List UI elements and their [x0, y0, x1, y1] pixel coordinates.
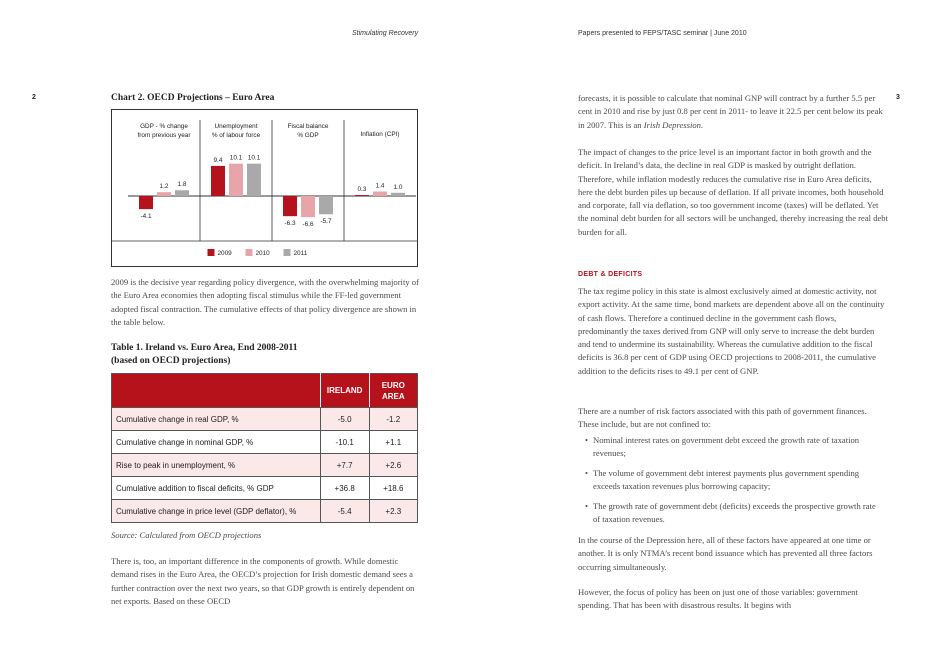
- bar-2011: [319, 196, 333, 214]
- row-euro-value: +2.6: [369, 454, 417, 477]
- legend-label: 2011: [293, 250, 308, 257]
- list-item: [585, 434, 885, 461]
- legend-swatch-2009: [208, 249, 215, 256]
- bar-value-label: 10.1: [229, 154, 243, 162]
- bar-2009: [355, 195, 369, 196]
- bar-value-label: -5.7: [320, 218, 332, 226]
- row-label: Rise to peak in unemployment, %: [112, 454, 321, 477]
- bar-2010: [229, 164, 243, 196]
- table-header-blank: [112, 374, 321, 408]
- paragraph-price-level: The impact of changes to the price level is an important factor in both growth and the deficit. In Ireland’s data, the decline in real GDP is masked by outright deflation. Therefore, while inflation modestly reduces the cumulative rise in Euro Area deficits, here the debt burden piles up because of deflation. If all private incomes, both household and corporate, fall via deflation, so too government income (taxes) will be deflated. Yet the nominal debt burden for all sectors will be unchanged, thereby increasing the real debt burden for all.: [578, 147, 888, 237]
- bar-value-label: 1.8: [177, 181, 187, 189]
- bar-2009: [139, 196, 153, 209]
- bullet-text: The growth rate of government debt (deficits) exceeds the prospective growth rate of taxation revenues.: [593, 501, 876, 525]
- row-label: Cumulative change in real GDP, %: [112, 408, 321, 431]
- category-label: Inflation (CPI): [360, 131, 400, 138]
- list-item: [585, 500, 885, 527]
- paragraph-risk-factors: There are a number of risk factors associated with this path of government finances. These include, but are not confined to:: [578, 406, 867, 430]
- bar-2011: [175, 190, 189, 196]
- table-header-area: AREA: [381, 391, 405, 401]
- paragraph-gnp-forecast-text: forecasts, it is possible to calculate that nominal GNP will contract by a further 5.5 per cent in 2010 and rise by just 0.8 per cent in 2011- to leave it 22.5 per cent below its peak in 2007. This is an: [578, 93, 883, 130]
- bar-value-label: 1.2: [159, 183, 169, 191]
- table-header-ireland: IRELAND: [320, 374, 369, 408]
- row-ireland-value: +7.7: [320, 454, 369, 477]
- bullet-text: The volume of government debt interest payments plus government spending exceeds taxation revenues plus borrowing capacity;: [593, 468, 860, 492]
- bar-value-label: 9.4: [213, 156, 223, 164]
- row-euro-value: +2.3: [369, 500, 417, 523]
- row-ireland-value: -5.0: [320, 408, 369, 431]
- bar-2011: [247, 164, 261, 196]
- bar-2011: [391, 193, 405, 196]
- bar-2010: [157, 192, 171, 196]
- irish-depression-emphasis: Irish Depression.: [643, 119, 704, 130]
- paragraph-tax-regime: The tax regime policy in this state is almost exclusively aimed at domestic activity, not export activity. At the same time, bond markets are dependent above all on the continuity of cash flows. Therefore a continued decline in the government cash flows, predominantly the taxes derived from GNP will only serve to increase the debt burden and tend to undermine its sustainability. Whereas the cumulative addition to the fiscal deficits is 36.8 per cent of GDP using OECD projections to 2008-2011, the cumulative addition to the deficits rises to 49.1 per cent of GNP.: [578, 286, 885, 376]
- chart-frame: [111, 109, 418, 267]
- legend-swatch-2011: [284, 249, 291, 256]
- running-header-right: Papers presented to FEPS/TASC seminar | June 2010: [578, 30, 747, 37]
- table-row: [112, 454, 418, 477]
- page-number-right: 3: [896, 94, 900, 101]
- table-header-euro-area: [369, 374, 417, 408]
- bar-value-label: -6.6: [302, 221, 314, 229]
- table-source-note: Source: Calculated from OECD projections: [111, 530, 262, 540]
- legend-label: 2010: [255, 250, 270, 257]
- table-subtitle: (based on OECD projections): [111, 356, 231, 366]
- bar-chart: [112, 110, 417, 266]
- table-header-euro: EURO: [381, 380, 405, 390]
- bar-2009: [283, 196, 297, 216]
- row-ireland-value: +36.8: [320, 477, 369, 500]
- bar-2010: [373, 192, 387, 196]
- bar-value-label: 0.3: [357, 186, 367, 194]
- running-header-left: Stimulating Recovery: [352, 30, 419, 37]
- row-euro-value: +1.1: [369, 431, 417, 454]
- bar-value-label: -4.1: [140, 213, 152, 221]
- row-ireland-value: -10.1: [320, 431, 369, 454]
- category-label: Fiscal balance: [287, 123, 329, 130]
- chart-title: Chart 2. OECD Projections – Euro Area: [111, 93, 275, 103]
- list-item: [585, 467, 885, 494]
- bar-value-label: 10.1: [247, 154, 261, 162]
- table-title: Table 1. Ireland vs. Euro Area, End 2008-2011: [111, 343, 298, 353]
- category-label: % GDP: [297, 132, 319, 139]
- legend-label: 2009: [217, 250, 232, 257]
- paragraph-gnp-forecast: [578, 92, 888, 132]
- table-row: [112, 477, 418, 500]
- bar-value-label: -6.3: [284, 220, 296, 228]
- table-row: [112, 431, 418, 454]
- bullet-text: Nominal interest rates on government debt exceed the growth rate of taxation revenues;: [593, 435, 860, 459]
- page-number-left: 2: [32, 94, 36, 101]
- comparison-table: [111, 373, 418, 523]
- table-header-row: [112, 374, 418, 408]
- bar-value-label: 1.0: [393, 183, 403, 191]
- category-label: from previous year: [137, 132, 191, 139]
- bullet-glyph: •: [585, 468, 589, 478]
- table-row: [112, 500, 418, 523]
- bullet-glyph: •: [585, 501, 589, 511]
- paragraph-depression-factors: In the course of the Depression here, all of these factors have appeared at one time or another. It is only NTMA’s recent bond issuance which has prevented all three factors occurring simultaneously.: [578, 535, 873, 572]
- row-ireland-value: -5.4: [320, 500, 369, 523]
- bullet-glyph: •: [585, 435, 589, 445]
- row-label: Cumulative change in nominal GDP, %: [112, 431, 321, 454]
- section-heading-debt-deficits: DEBT & DEFICITS: [578, 271, 643, 278]
- category-label: % of labour force: [211, 132, 261, 139]
- bar-2009: [211, 166, 225, 196]
- row-label: Cumulative change in price level (GDP deflator), %: [112, 500, 321, 523]
- bar-2010: [301, 196, 315, 217]
- bar-value-label: 1.4: [375, 182, 385, 190]
- paragraph-policy-divergence: 2009 is the decisive year regarding policy divergence, with the overwhelming majority of the Euro Area economies then adopting fiscal stimulus while the FF-led government adopted fiscal contraction. The cumulative effects of that policy divergence are shown in the table below.: [111, 277, 419, 327]
- category-label: GDP - % change: [140, 123, 188, 130]
- legend-swatch-2010: [246, 249, 253, 256]
- table-row: [112, 408, 418, 431]
- row-label: Cumulative addition to fiscal deficits, % GDP: [112, 477, 321, 500]
- row-euro-value: +18.6: [369, 477, 417, 500]
- row-euro-value: -1.2: [369, 408, 417, 431]
- paragraph-policy-focus: However, the focus of policy has been on just one of those variables: government spending. That has been with disastrous results. It begins with: [578, 587, 858, 611]
- category-label: Unemployment: [214, 123, 258, 130]
- paragraph-growth-components: There is, too, an important difference in the components of growth. While domestic demand rises in the Euro Area, the OECD’s projection for Irish domestic demand sees a further contraction over the next two years, so that GDP growth is entirely dependent on net exports. Based on these OECD: [111, 556, 415, 606]
